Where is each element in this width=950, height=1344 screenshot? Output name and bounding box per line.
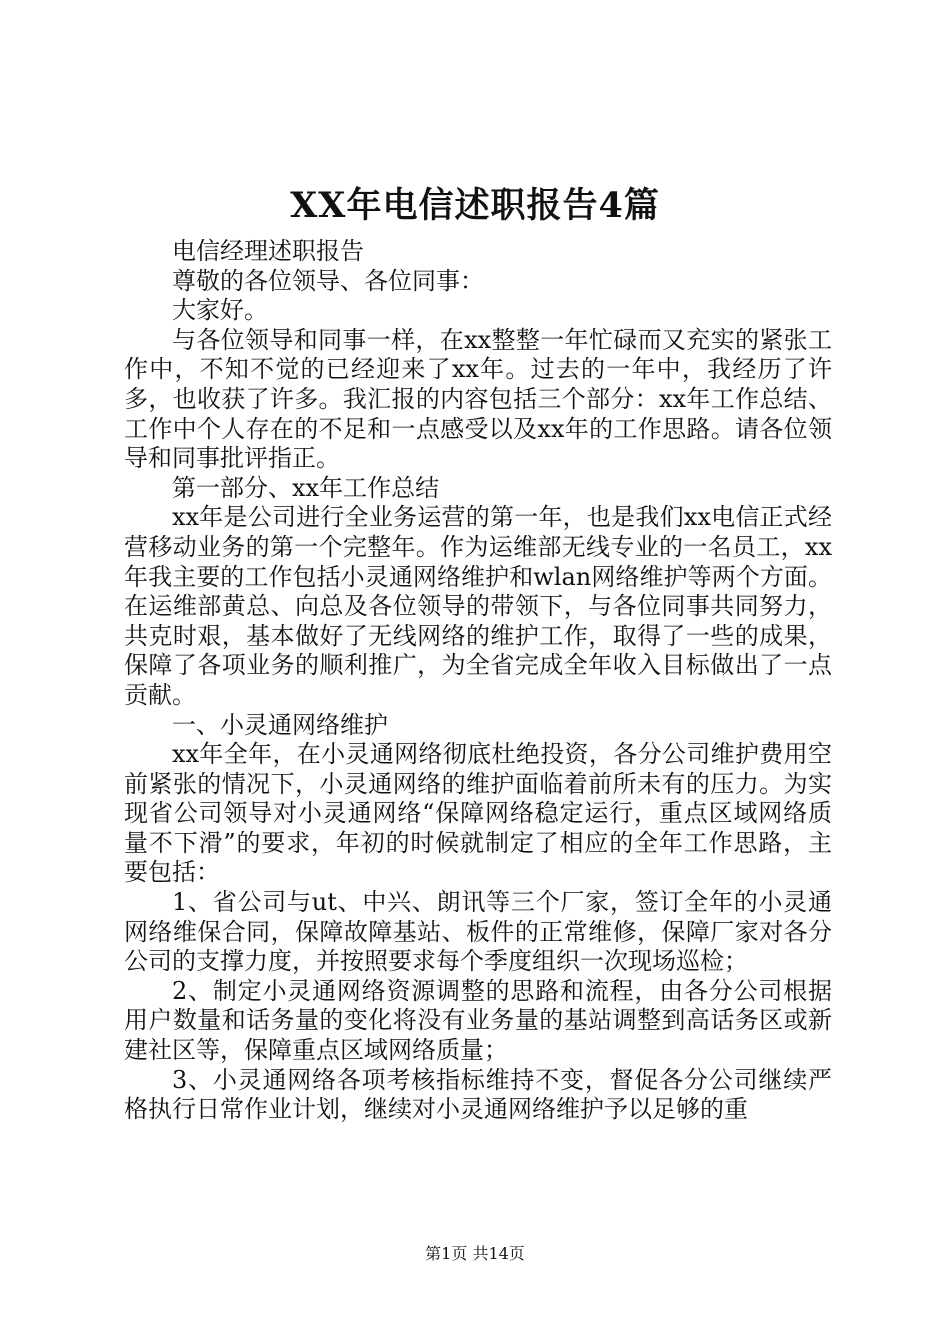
paragraph: 与各位领导和同事一样，在xx整整一年忙碌而又充实的紧张工作中，不知不觉的已经迎来了xx年。过去的一年中，我经历了许多，也收获了许多。我汇报的内容包括三个部分：xx年工作总结、工作中个人存在的不足和一点感受以及xx年的工作思路。请各位领导和同事批评指正。 xyxy=(124,325,832,473)
paragraph: 1、省公司与ut、中兴、朗讯等三个厂家，签订全年的小灵通网络维保合同，保障故障基站、板件的正常维修，保障厂家对各分公司的支撑力度，并按照要求每个季度组织一次现场巡检； xyxy=(124,888,832,976)
page-footer: 第1页 共14页 xyxy=(425,1244,525,1263)
document-body xyxy=(124,237,832,1125)
paragraph: 大家好。 xyxy=(172,296,268,325)
paragraph: 一、小灵通网络维护 xyxy=(172,710,388,739)
paragraph: xx年全年，在小灵通网络彻底杜绝投资，各分公司维护费用空前紧张的情况下，小灵通网络的维护面临着前所未有的压力。为实现省公司领导对小灵通网络“保障网络稳定运行，重点区域网络质量不下滑”的要求，年初的时候就制定了相应的全年工作思路，主要包括： xyxy=(124,740,832,887)
paragraph: 2、制定小灵通网络资源调整的思路和流程，由各分公司根据用户数量和话务量的变化将没有业务量的基站调整到高话务区或新建社区等，保障重点区域网络质量； xyxy=(124,976,832,1065)
paragraph: xx年是公司进行全业务运营的第一年，也是我们xx电信正式经营移动业务的第一个完整年。作为运维部无线专业的一名员工，xx年我主要的工作包括小灵通网络维护和wlan网络维护等两个方面。在运维部黄总、向总及各位领导的带领下，与各位同事共同努力，共克时艰，基本做好了无线网络的维护工作，取得了一些的成果，保障了各项业务的顺利推广，为全省完成全年收入目标做出了一点贡献。 xyxy=(124,503,832,709)
paragraph: 第一部分、xx年工作总结 xyxy=(172,473,440,502)
paragraph: 3、小灵通网络各项考核指标维持不变，督促各分公司继续严格执行日常作业计划，继续对小灵通网络维护予以足够的重 xyxy=(124,1065,832,1124)
document-title: XX年电信述职报告4篇 xyxy=(290,185,660,226)
paragraph: 尊敬的各位领导、各位同事： xyxy=(172,266,484,295)
paragraph: 电信经理述职报告 xyxy=(172,237,364,265)
